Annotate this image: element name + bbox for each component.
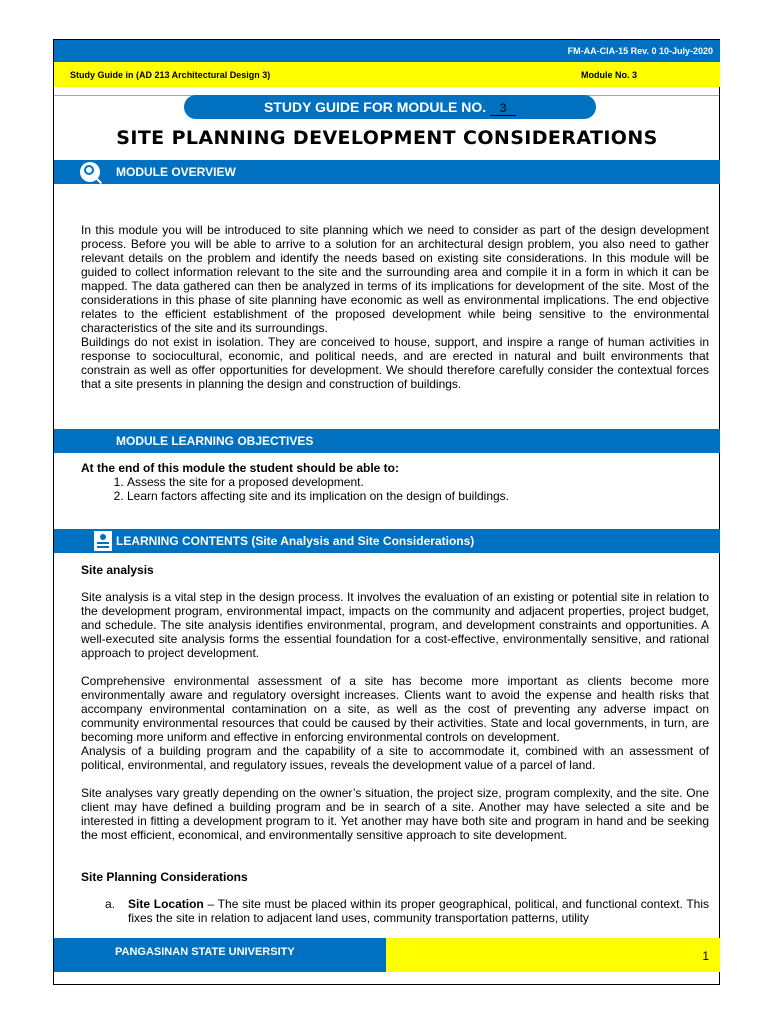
document-person-icon [94,531,112,551]
item-letter: a. [105,897,116,911]
module-overview-header [54,160,720,184]
footer-page-bar [386,938,720,972]
item-term: Site Location [128,897,204,911]
site-analysis-text [81,590,709,842]
item-text: – The site must be placed within its proper geographical, political, and functional context. This fixes the site in relation to adjacent land uses, community transportation patterns, utility [128,897,710,925]
footer-university-bar [54,938,386,972]
content-paragraph: Site analyses vary greatly depending on the owner’s situation, the project size, program complexity, and the site. One client may have defined a building program and be in search of a site. Another may have selected a site and be interested in fitting a development program to it. Yet another may have both site and program in hand and be seeking the most efficient, economical, and environmentally sensitive approach to site development. [81,786,709,842]
study-guide-bar [54,62,720,87]
objectives-intro: At the end of this module the student should be able to: [81,461,399,475]
objectives-header [54,429,720,453]
study-guide-title: Study Guide in (AD 213 Architectural Design 3) [70,70,271,80]
form-code: FM-AA-CIA-15 Rev. 0 10-July-2020 [567,46,713,56]
module-overview-heading: MODULE OVERVIEW [116,165,236,179]
list-item [105,897,709,925]
considerations-title: Site Planning Considerations [81,870,248,884]
overview-text [81,223,709,391]
module-number-label: Module No. 3 [581,70,637,80]
learning-contents-header [54,529,720,553]
overview-paragraph: Buildings do not exist in isolation. They are conceived to house, support, and inspire a range of human activities in response to sociocultural, economic, and political needs, and are erected in natural and built environments that constrain as well as offer opportunities for development. We should therefore carefully consider the contextual forces that a site presents in planning the design and construction of buildings. [81,335,709,391]
list-item: 2. Learn factors affecting site and its implication on the design of buildings. [127,489,509,503]
list-item: 1. Assess the site for a proposed development. [127,475,509,489]
content-paragraph: Site analysis is a vital step in the design process. It involves the evaluation of an existing or potential site in relation to the development program, environmental impact, impacts on the community and adjacent properties, project budget, and schedule. The site analysis identifies environmental, program, and development constraints and opportunities. A well-executed site analysis forms the essential foundation for a cost-effective, environmentally sensitive, and rational approach to project development. [81,590,709,660]
objectives-heading: MODULE LEARNING OBJECTIVES [116,434,314,448]
site-analysis-title: Site analysis [81,563,154,577]
page-number: 1 [702,949,709,963]
page-title: SITE PLANNING DEVELOPMENT CONSIDERATIONS [116,127,658,149]
content-paragraph: Analysis of a building program and the capability of a site to accommodate it, combined with an assessment of political, environmental, and regulatory issues, reveals the development value of a parcel of land. [81,744,709,772]
university-name: PANGASINAN STATE UNIVERSITY [115,946,295,958]
magnifier-icon [80,162,100,182]
content-paragraph: Comprehensive environmental assessment of a site has become more important as clients become more environmentally aware and regulatory oversight increases. Clients want to avoid the expense and health risks that accompany environmental contamination on a site, as well as the cost of preventing any adverse impact on community environmental resources that could be caused by their activities. State and local governments, in turn, are becoming more uniform and effective in enforcing environmental controls on development. [81,674,709,744]
study-guide-pill [184,95,596,119]
learning-contents-heading: LEARNING CONTENTS (Site Analysis and Site Considerations) [116,534,475,548]
objectives-list [81,475,509,503]
overview-paragraph: In this module you will be introduced to site planning which we need to consider as part of the design development process. Before you will be able to arrive to a solution for an architectural design problem, you also need to gather relevant details on the problem and identify the needs based on existing site considerations. In this module will be guided to collect information relevant to the site and the surrounding area and compile it in a form in which it can be mapped. The data gathered can then be analyzed in terms of its implications for development of the site. Most of the considerations in this phase of site planning have economic as well as environmental implications. The end objective relates to the efficient establishment of the proposed development while being sensitive to the environmental characteristics of the site and its surroundings. [81,223,709,335]
pill-module-number: 3 [490,101,516,116]
pill-label: STUDY GUIDE FOR MODULE NO. [263,99,487,115]
form-code-bar [54,40,720,62]
